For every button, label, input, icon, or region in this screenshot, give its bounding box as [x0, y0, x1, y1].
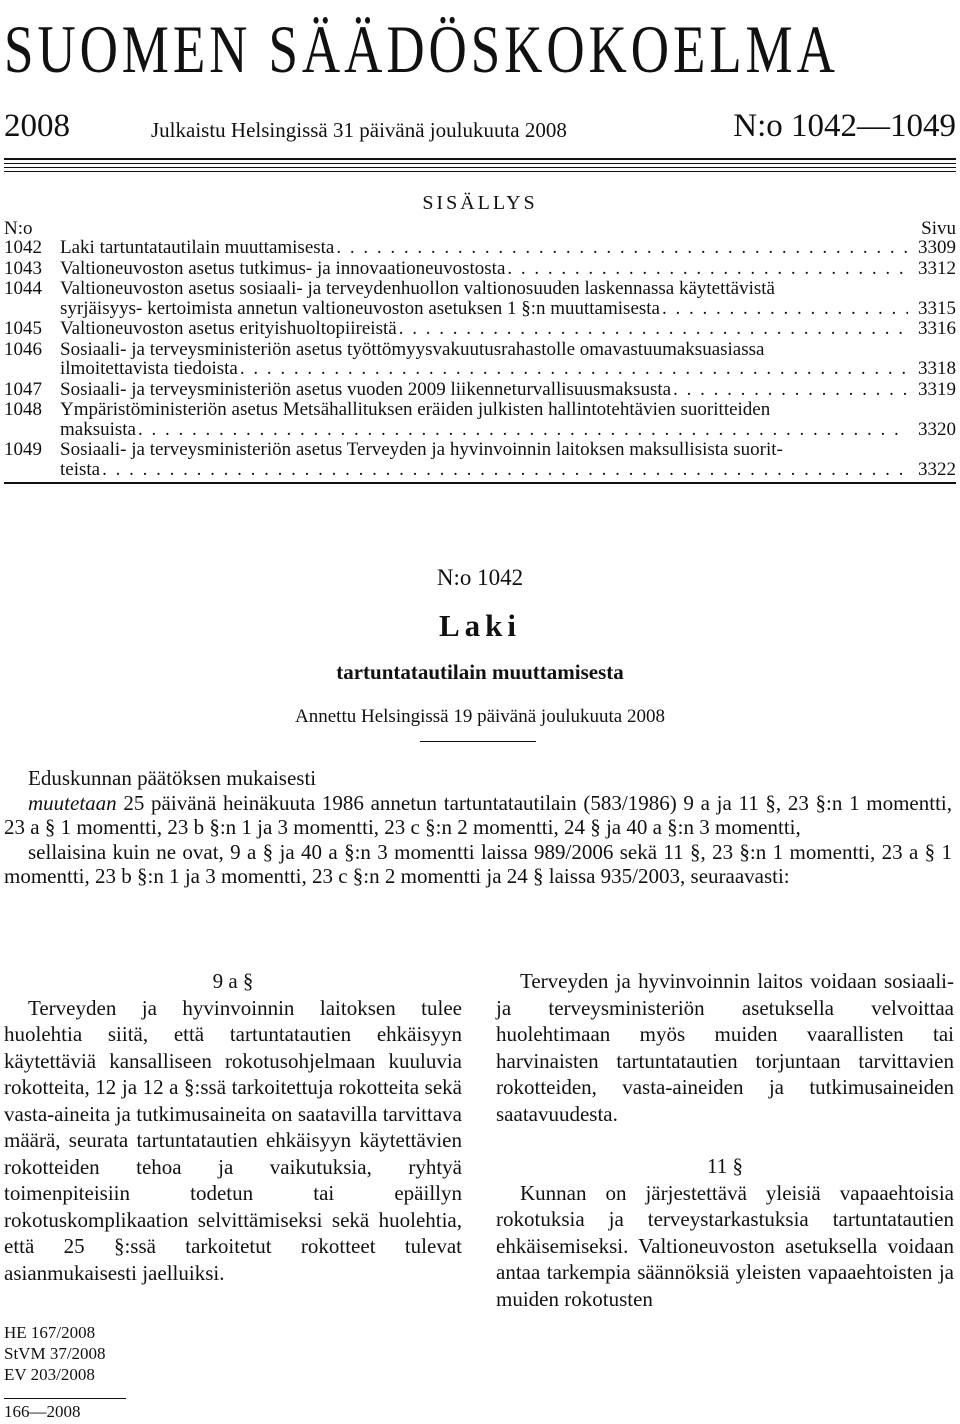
number-range: N:o 1042—1049	[733, 108, 956, 144]
toc-row	[4, 259, 956, 279]
section-text: Terveyden ja hyvinvoinnin laitos voidaan sosiaali- ja terveysministeriön asetuksella velvoittaa huolehtimaan myös muiden vaarallisten tai harvinaisten tartuntatautien torjuntaan tarvittavien rokotteiden, vasta-aineiden ja tutkimusaineiden saatavuudesta.	[496, 969, 954, 1126]
act-given-date: Annettu Helsingissä 19 päivänä joulukuuta 2008	[295, 706, 665, 727]
toc-row	[4, 319, 956, 339]
table-of-contents	[4, 238, 956, 480]
toc-col-page: Sivu	[921, 218, 956, 239]
reference: StVM 37/2008	[4, 1344, 106, 1363]
toc-title: SISÄLLYS	[422, 192, 538, 214]
toc-page: 3312	[918, 257, 956, 279]
publication-date: Julkaistu Helsingissä 31 päivänä joulukuuta 2008	[151, 118, 567, 142]
header-rule	[4, 163, 956, 164]
section-text: Kunnan on järjestettävä yleisiä vapaaehtoisia rokotuksia ja terveystarkastuksia tartuntatautien ehkäisemiseksi. Valtioneuvoston asetuksella voidaan antaa tarkempia säännöksiä yleisten vapaaehtoisten ja muiden rokotusten	[496, 1180, 954, 1311]
toc-page: 3322	[918, 458, 956, 480]
toc-text: Sosiaali- ja terveysministeriön asetus vuoden 2009 liikenneturvallisuusmaksusta	[60, 378, 672, 400]
toc-number: 1045	[4, 318, 42, 339]
footer-rule	[4, 1398, 126, 1399]
title-rule	[420, 741, 536, 742]
act-title: tartuntatautilain muuttamisesta	[336, 660, 624, 684]
legislative-references	[4, 1322, 106, 1385]
intro-emphasis: muutetaan	[28, 790, 117, 815]
intro-paragraph: sellaisina kuin ne ovat, 9 a § ja 40 a §:n 3 momentti laissa 989/2006 sekä 11 §, 23 §:n 1 momentti, 23 a § 1 momentti, 23 b §:n 1 ja 3 momentti, 23 c §:n 2 momentti ja 24 § laissa 935/2003, seuraavasti:	[4, 839, 952, 888]
toc-text: Valtioneuvoston asetus erityishuoltopiireistä	[60, 318, 397, 339]
toc-page: 3315	[918, 297, 956, 319]
toc-leader	[336, 238, 908, 258]
section-heading: 11 §	[707, 1154, 743, 1178]
toc-number: 1042	[4, 237, 42, 258]
reference: EV 203/2008	[4, 1365, 95, 1384]
header-rule	[4, 158, 956, 160]
toc-text: ilmoitettavista tiedoista	[60, 358, 238, 379]
toc-row	[4, 279, 956, 318]
intro-text: 25 päivänä heinäkuuta 1986 annetun tartuntatautilain (583/1986) 9 a ja 11 §, 23 §:n 1 momentti, 23 a § 1 momentti, 23 b §:n 1 ja 3 momentti, 23 c §:n 2 momentti, 24 § ja 40 a §:n 3 momentti,	[4, 790, 953, 839]
toc-leader	[240, 359, 908, 379]
header-rule	[4, 171, 956, 172]
toc-row	[4, 440, 956, 479]
toc-number: 1048	[4, 399, 42, 420]
toc-leader	[102, 460, 908, 480]
issue-header	[4, 108, 956, 148]
toc-page: 3320	[918, 418, 956, 440]
toc-page: 3318	[918, 358, 956, 379]
enacting-clause	[4, 766, 952, 889]
issue-year: 2008	[4, 108, 70, 144]
act-kind: Laki	[438, 608, 522, 643]
section-heading: 9 a §	[212, 969, 254, 993]
intro-paragraph: Eduskunnan päätöksen mukaisesti	[28, 766, 317, 790]
toc-number: 1043	[4, 257, 42, 279]
toc-col-number: N:o	[4, 218, 33, 239]
act-number: N:o 1042	[436, 565, 524, 590]
toc-text: syrjäisyys- kertoimista annetun valtioneuvoston asetuksen 1 §:n muuttamisesta	[60, 297, 660, 319]
toc-text: maksuista	[60, 418, 136, 440]
toc-row	[4, 380, 956, 400]
reference: HE 167/2008	[4, 1323, 96, 1342]
toc-text: Valtioneuvoston asetus sosiaali- ja terveydenhuollon valtionosuuden laskennassa käytettävistä	[60, 278, 775, 299]
toc-row	[4, 238, 956, 258]
toc-text: Sosiaali- ja terveysministeriön asetus Terveyden ja hyvinvoinnin laitoksen maksullisista suorit-	[60, 439, 783, 460]
toc-page: 3316	[918, 318, 956, 339]
toc-text: Valtioneuvoston asetus tutkimus- ja innovaationeuvostosta	[60, 257, 506, 279]
toc-leader	[662, 299, 908, 319]
masthead-title: SUOMEN SÄÄDÖSKOKOELMA	[4, 11, 839, 87]
toc-number: 1046	[4, 338, 42, 360]
section-text: Terveyden ja hyvinvoinnin laitoksen tulee huolehtia siitä, että tartuntatautien ehkäisyyn käytettäviä kansalliseen rokotusohjelmaan kuuluvia rokotteita, 12 ja 12 a §:ssä tarkoitettuja rokotteita sekä vasta-aineita ja tutkimusaineita on saatavilla tarvittava määrä, seurata tartuntatautien ehkäisyyn käytettävien rokotteiden tehoa ja vaikutuksia, ryhtyä toimenpiteisiin todetun tai epäillyn rokotuskomplikaation selvittämiseksi sekä huolehtia, että 25 §:ssä tarkoitetut rokotteet tulevat asianmukaisesti jaelluiksi.	[4, 995, 462, 1285]
toc-text: teista	[60, 458, 101, 480]
toc-leader	[138, 420, 908, 440]
toc-row	[4, 400, 956, 439]
toc-page: 3309	[918, 237, 956, 258]
toc-number: 1044	[4, 278, 42, 299]
toc-page: 3319	[918, 378, 956, 400]
header-rule	[4, 167, 956, 168]
toc-number: 1047	[4, 378, 42, 400]
toc-row	[4, 340, 956, 379]
toc-number: 1049	[4, 439, 42, 460]
right-column	[496, 968, 954, 1312]
toc-leader	[507, 259, 908, 279]
toc-text: Laki tartuntatautilain muuttamisesta	[60, 237, 335, 258]
intro-paragraph	[4, 791, 952, 840]
toc-text: Sosiaali- ja terveysministeriön asetus työttömyysvakuutusrahastolle omavastuumaksuasiassa	[60, 338, 765, 360]
left-column	[4, 968, 462, 1286]
toc-text: Ympäristöministeriön asetus Metsähallituksen eräiden julkisten hallintotehtävien suoritteiden	[60, 399, 771, 420]
toc-leader	[399, 319, 908, 339]
toc-leader	[673, 380, 908, 400]
page-number: 166—2008	[4, 1402, 81, 1421]
toc-bottom-rule	[4, 482, 956, 484]
